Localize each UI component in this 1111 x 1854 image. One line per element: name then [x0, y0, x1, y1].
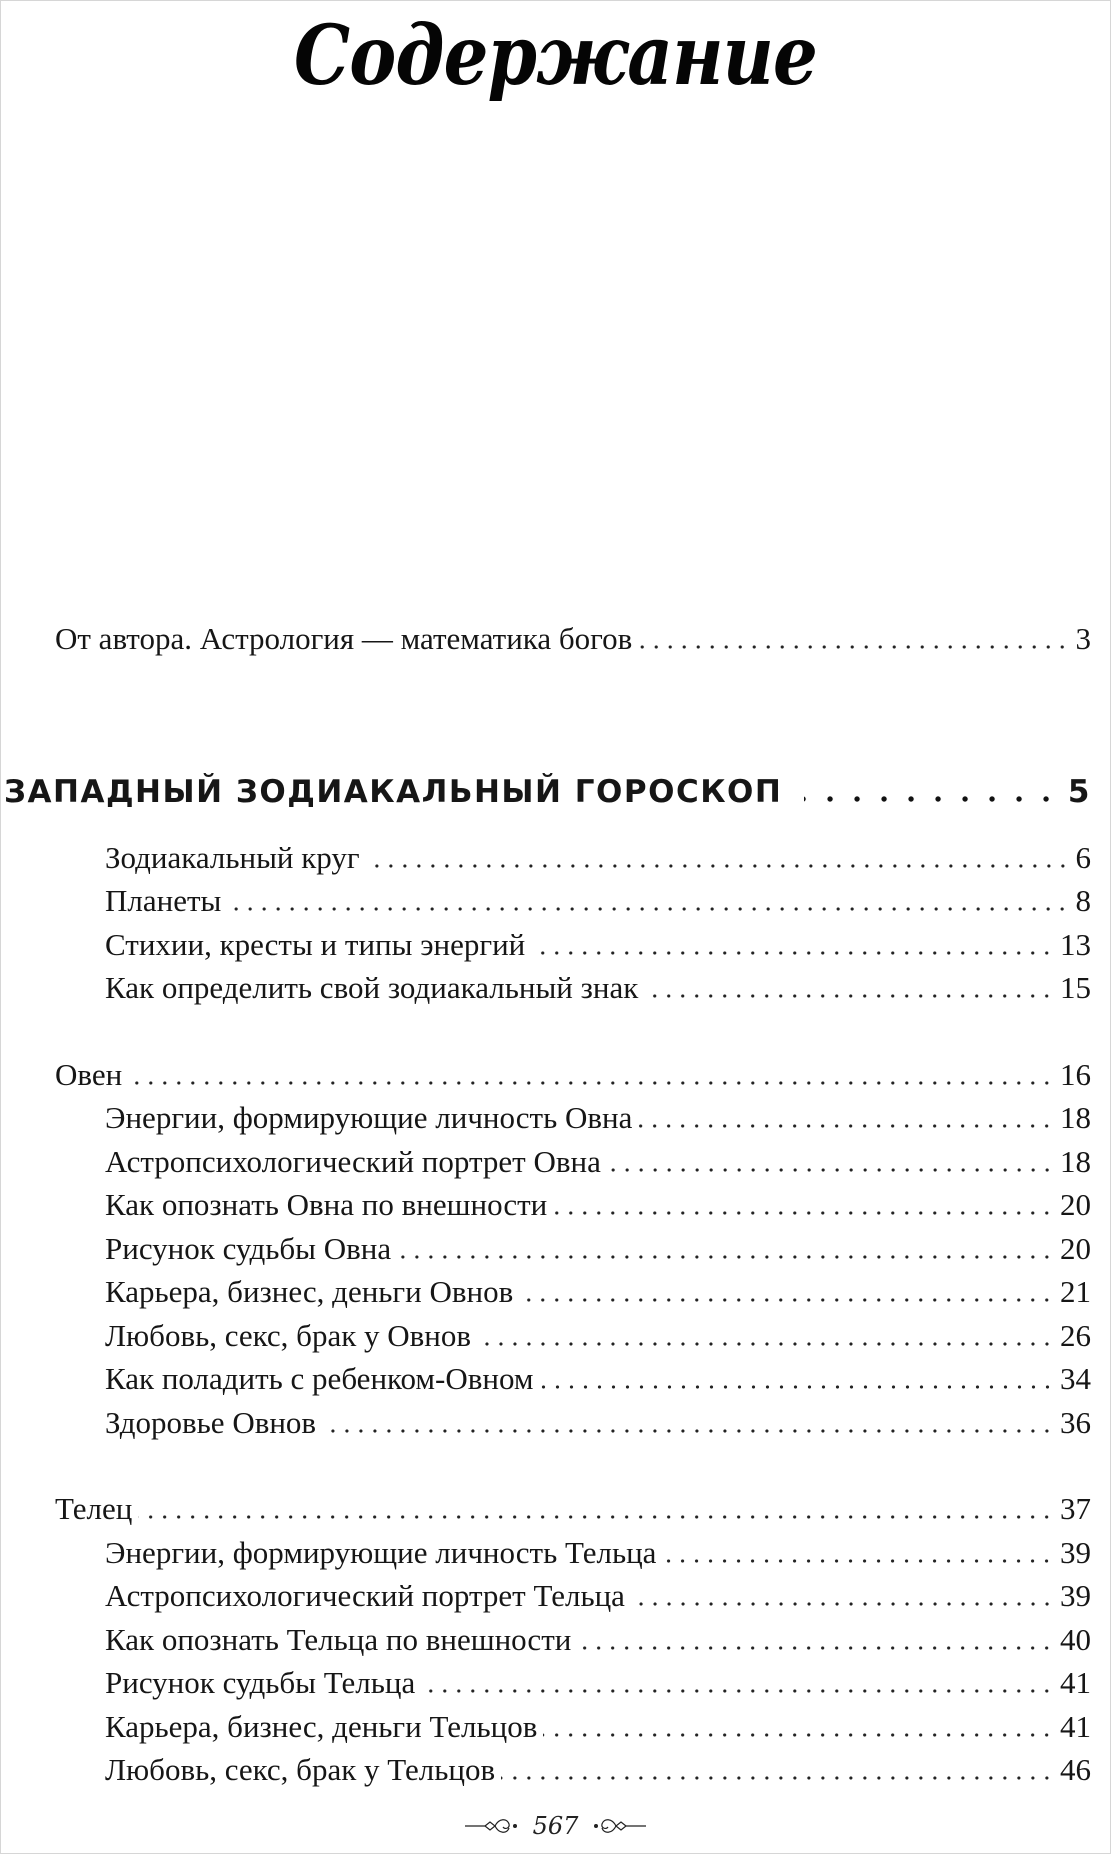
toc-entry-label: Энергии, формирующие личность Тельца [105, 1535, 657, 1570]
page-number: 567 [532, 1812, 579, 1840]
toc-entry-label: От автора. Астрология — математика богов [55, 621, 633, 656]
toc-entry-page: 20 [1060, 1231, 1091, 1266]
toc-entry-page: 34 [1060, 1361, 1091, 1396]
ornament-left-icon [463, 1816, 523, 1836]
dot-leader [540, 1385, 1054, 1389]
dot-leader [577, 1646, 1054, 1650]
toc-entry-label: Зодиакальный круг [105, 840, 360, 875]
dot-leader [477, 1342, 1054, 1346]
dot-leader [128, 1081, 1054, 1085]
toc-entry[interactable] [105, 1231, 1091, 1267]
toc-chapter-taurus[interactable] [55, 1491, 1091, 1527]
toc-entry-label: Карьера, бизнес, деньги Овнов [105, 1274, 514, 1309]
toc-entry-label: Энергии, формирующие личность Овна [105, 1100, 633, 1135]
toc-entry-intro[interactable] [55, 621, 1091, 657]
toc-entry-page: 36 [1060, 1405, 1091, 1440]
toc-entry[interactable] [105, 1274, 1091, 1310]
dot-leader [638, 645, 1069, 649]
toc-entry[interactable] [105, 1709, 1091, 1745]
toc-entry-label: Рисунок судьбы Тельца [105, 1665, 416, 1700]
toc-entry-page: 21 [1060, 1274, 1091, 1309]
toc-entry-page: 18 [1060, 1100, 1091, 1135]
dot-leader [227, 907, 1069, 911]
section-label: ЗАПАДНЫЙ ЗОДИАКАЛЬНЫЙ ГОРОСКОП [4, 774, 783, 810]
toc-entry[interactable] [105, 1100, 1091, 1136]
dot-leader [631, 1602, 1054, 1606]
toc-entry[interactable] [105, 1665, 1091, 1701]
toc-entry-label: Любовь, секс, брак у Тельцов [105, 1752, 496, 1787]
toc-entry-label: Планеты [105, 883, 222, 918]
dot-leader [397, 1255, 1054, 1259]
toc-entry[interactable] [105, 1622, 1091, 1658]
toc-entry[interactable] [105, 1144, 1091, 1180]
dot-leader [519, 1298, 1054, 1302]
toc-entry[interactable] [105, 840, 1091, 876]
toc-entry-label: Как определить свой зодиакальный знак [105, 970, 639, 1005]
toc-entry[interactable] [105, 1187, 1091, 1223]
toc-section-heading[interactable] [4, 774, 1091, 810]
toc-entry-page: 3 [1075, 621, 1091, 656]
page-footer [0, 1812, 1111, 1840]
toc-entry-label: Как опознать Тельца по внешности [105, 1622, 572, 1657]
toc-entry-page: 13 [1060, 927, 1091, 962]
toc-entry-page: 46 [1060, 1752, 1091, 1787]
toc-entry[interactable] [105, 1535, 1091, 1571]
dot-leader [501, 1776, 1054, 1780]
toc-entry-label: Здоровье Овнов [105, 1405, 317, 1440]
toc-entry-page: 41 [1060, 1709, 1091, 1744]
dot-leader [638, 1124, 1054, 1128]
toc-entry-page: 8 [1075, 883, 1091, 918]
dot-leader [607, 1168, 1054, 1172]
toc-entry-page: 6 [1075, 840, 1091, 875]
toc-entry-page: 40 [1060, 1622, 1091, 1657]
toc-entry-page: 39 [1060, 1578, 1091, 1613]
toc-entry-page: 39 [1060, 1535, 1091, 1570]
toc-entry-label: Любовь, секс, брак у Овнов [105, 1318, 472, 1353]
toc-entry-label: Рисунок судьбы Овна [105, 1231, 392, 1266]
toc-chapter-label: Овен [55, 1057, 123, 1092]
toc-entry-page: 20 [1060, 1187, 1091, 1222]
page-title: Содержание [293, 8, 818, 104]
dot-leader [138, 1515, 1054, 1519]
toc-entry-label: Астропсихологический портрет Овна [105, 1144, 601, 1179]
toc-entry-label: Карьера, бизнес, деньги Тельцов [105, 1709, 538, 1744]
toc-entry[interactable] [105, 927, 1091, 963]
toc-chapter-page: 37 [1060, 1491, 1091, 1526]
toc-entry-label: Стихии, кресты и типы энергий [105, 927, 526, 962]
dot-leader [322, 1429, 1054, 1433]
toc-chapter-aries[interactable] [55, 1057, 1091, 1093]
dot-leader [421, 1689, 1054, 1693]
toc-entry-label: Астропсихологический портрет Тельца [105, 1578, 625, 1613]
toc-entry[interactable] [105, 883, 1091, 919]
section-page: 5 [1067, 774, 1091, 810]
dot-leader [543, 1733, 1054, 1737]
dot-leader [366, 864, 1070, 868]
toc-entry[interactable] [105, 1752, 1091, 1788]
ornament-right-icon [588, 1816, 648, 1836]
toc-entry-page: 41 [1060, 1665, 1091, 1700]
toc-entry[interactable] [105, 1361, 1091, 1397]
dot-leader [531, 951, 1054, 955]
toc-entry[interactable] [105, 970, 1091, 1006]
toc-entry[interactable] [105, 1578, 1091, 1614]
dot-leader [553, 1211, 1054, 1215]
toc-entry-page: 26 [1060, 1318, 1091, 1353]
toc-chapter-page: 16 [1060, 1057, 1091, 1092]
dot-leader [804, 796, 1060, 802]
dot-leader [644, 994, 1054, 998]
toc-entry[interactable] [105, 1405, 1091, 1441]
toc-entry-label: Как поладить с ребенком-Овном [105, 1361, 534, 1396]
toc-entry-page: 15 [1060, 970, 1091, 1005]
toc-entry-page: 18 [1060, 1144, 1091, 1179]
toc-entry-label: Как опознать Овна по внешности [105, 1187, 548, 1222]
toc-entry[interactable] [105, 1318, 1091, 1354]
dot-leader [662, 1559, 1054, 1563]
toc-chapter-label: Телец [55, 1491, 133, 1526]
